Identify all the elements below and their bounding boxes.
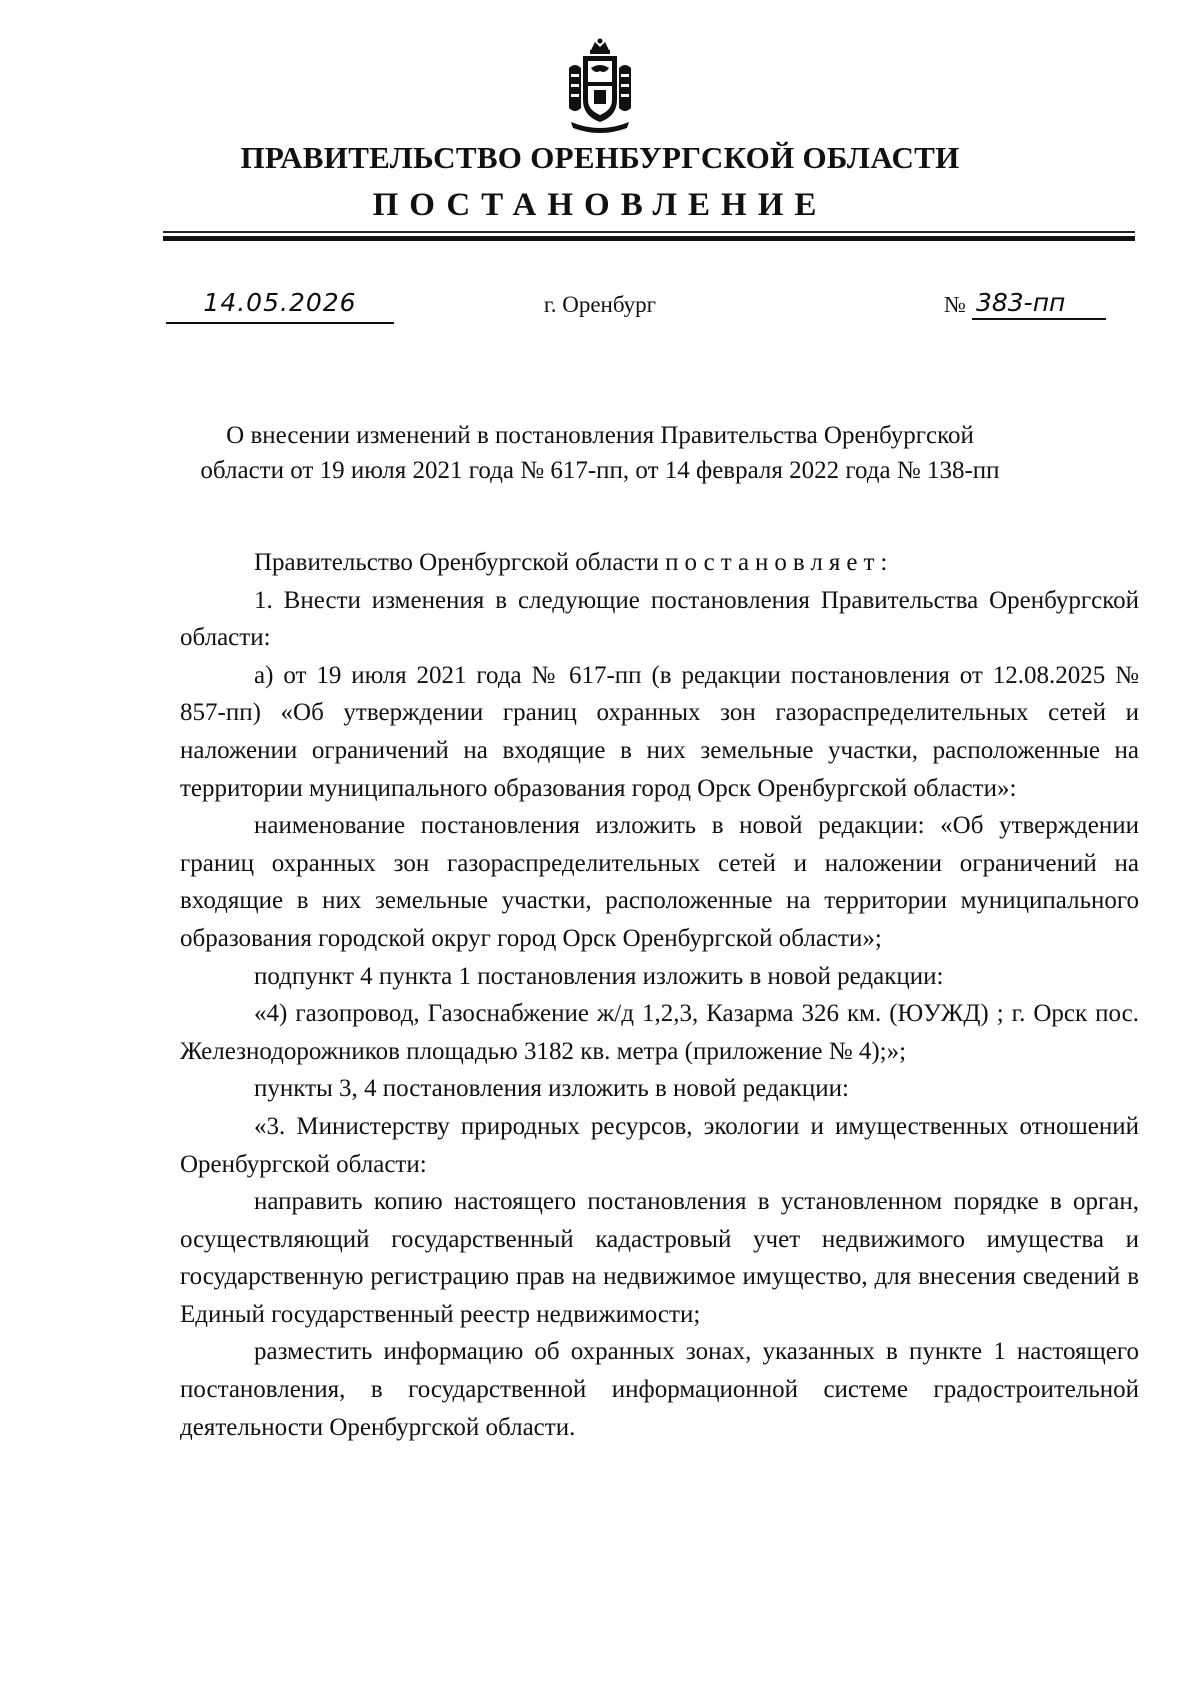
intro-prefix: Правительство Оренбургской области: [254, 549, 659, 576]
document-number-field: [944, 288, 1106, 322]
document-city: г. Оренбург: [543, 292, 657, 317]
coat-of-arms-emblem-icon: [561, 38, 639, 134]
header-divider-thin: [163, 231, 1135, 233]
intro-paragraph: [180, 544, 1139, 582]
document-type-title: ПОСТАНОВЛЕНИЕ: [372, 187, 828, 223]
government-title: ПРАВИТЕЛЬСТВО ОРЕНБУРГСКОЙ ОБЛАСТИ: [240, 140, 960, 175]
body-paragraph: разместить информацию об охранных зонах, указанных в пункте 1 настоящего постановления, в государственной информационной системе градостроительной деятельности Оренбургской области.: [180, 1338, 1139, 1441]
body-paragraph: «4) газопровод, Газоснабжение ж/д 1,2,3, Казарма 326 км. (ЮУЖД) ; г. Орск пос. Железнодорожников площадью 3182 кв. метра (приложение № 4);»;: [180, 1000, 1139, 1065]
document-subject: [160, 418, 1040, 488]
body-paragraph: направить копию настоящего постановления в установленном порядке в орган, осуществляющий государственный кадастровый учет недвижимого имущества и государственную регистрацию прав на недвижимое имущество, для внесения сведений в Единый государственный реестр недвижимости;: [180, 1188, 1139, 1328]
body-paragraph: подпункт 4 пункта 1 постановления изложить в новой редакции:: [254, 962, 944, 990]
document-date: 14.05.2026: [166, 288, 394, 324]
body-paragraph: 1. Внести изменения в следующие постановления Правительства Оренбургской области:: [180, 586, 1139, 652]
body-paragraph: «3. Министерству природных ресурсов, экологии и имущественных отношений Оренбургской области:: [180, 1112, 1139, 1178]
header-divider-thick: [163, 236, 1135, 241]
body-paragraph: а) от 19 июля 2021 года № 617-пп (в редакции постановления от 12.08.2025 № 857-пп) «Об утверждении границ охранных зон газораспределительных сетей и наложении ограничений на входящие в них земельные участки, расположенные на территории муниципального образования город Орск Оренбургской области»:: [180, 661, 1139, 802]
body-paragraph: наименование постановления изложить в новой редакции: «Об утверждении границ охранных зон газораспределительных сетей и наложении ограничений на входящие в них земельные участки, расположенные на территории муниципального образования городской округ город Орск Оренбургской области»;: [180, 812, 1139, 952]
number-label: №: [944, 292, 966, 317]
subject-line: области от 19 июля 2021 года № 617-пп, от 14 февраля 2022 года № 138-пп: [200, 457, 1000, 484]
document-body: [180, 544, 1139, 1446]
intro-resolves: постановляет:: [665, 549, 894, 576]
body-paragraph: пункты 3, 4 постановления изложить в новой редакции:: [254, 1075, 849, 1103]
subject-line: О внесении изменений в постановления Правительства Оренбургской: [226, 422, 974, 449]
document-number: 383-пп: [972, 288, 1106, 320]
